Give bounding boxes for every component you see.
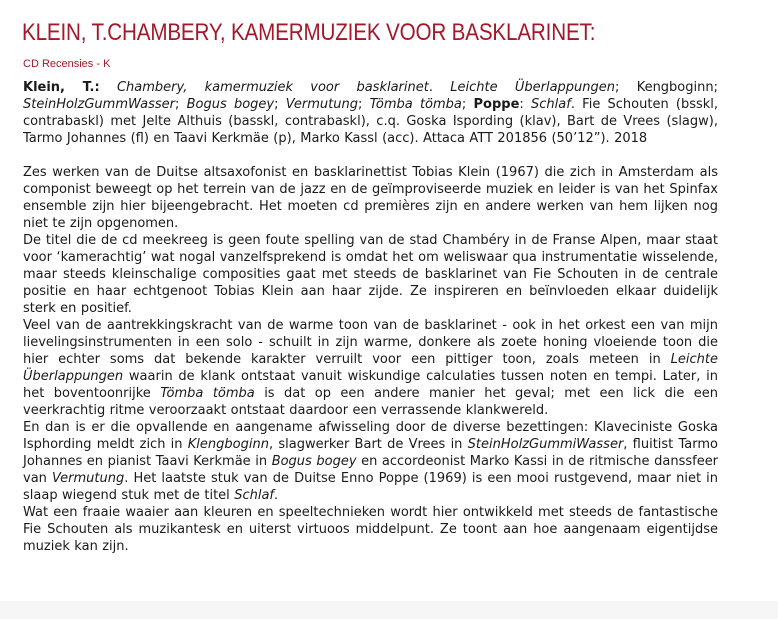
review-text: waarin de klank ontstaat vanuit wiskundige calculaties tussen noten en tempi. Later, in het boventoonrijke (23, 369, 718, 401)
review-text: . Het laatste stuk van de Duitse Enno Poppe (1969) is een mooi rustgevend, maar niet in slaap wiegend stuk met de titel (23, 471, 718, 503)
work-title: Schlaf (531, 97, 571, 112)
work-title: Klengboginn (187, 437, 269, 452)
work-title: Leichte Überlappungen (450, 80, 616, 95)
page-title: KLEIN, T.CHAMBERY, KAMERMUZIEK VOOR BASKLARINET: (22, 19, 596, 46)
review-paragraph (23, 419, 718, 504)
review-paragraph: Zes werken van de Duitse altsaxofonist en basklarinettist Tobias Klein (1967) die zich in Amsterdam als componist beweegt op het terrein van de jazz en de geïmproviseerde muziek en leider is van het Spinfax ensemble zijn hier bijeengebracht. Het moeten cd premières zijn en andere werken van hem lijken nog niet te zijn opgenomen. (23, 165, 718, 231)
review-text: , slagwerker Bart de Vrees in (268, 437, 463, 452)
credits-paragraph: Klein, T.: Chambery, kamermuziek voor basklarinet. Leichte Überlappungen; Kengboginn; SteinHolzGummWasser; Bogus bogey; Vermutung; Tömba tömba; Poppe: Schlaf. Fie Schouten (bsskl, contrabaskl) met Jelte Althuis (basskl, contrabaskl), c.q. Goska Ispording (klav), Bart de Vrees (slagw), Tarmo Johannes (fl) en Taavi Kerkmäe (p), Marko Kassl (acc). Attaca ATT 201856 (50’12”). 2018 (23, 80, 719, 146)
category-link[interactable]: CD Recensies - K (23, 58, 111, 70)
article-body (23, 79, 718, 555)
review-text: en accordeonist Marko Kassi in de ritmische danssfeer van (23, 454, 719, 486)
work-title: Bogus bogey (271, 454, 357, 469)
review-text: En dan is er die opvallende en aangename afwisseling door de diverse bezettingen: Klaveciniste Goska Isphording meldt zich in (23, 420, 718, 452)
review-text: , fluitist Tarmo Johannes en pianist Taavi Kerkmäe in (23, 437, 719, 469)
work-title: Bogus bogey (186, 97, 275, 112)
work-title: SteinHolzGummiWasser (467, 437, 624, 452)
work-title: Leichte Überlappungen (23, 352, 718, 384)
review-text: . (274, 488, 279, 503)
work-title: Vermutung (285, 97, 358, 112)
performers-text: Fie Schouten (bsskl, contrabaskl) met Jelte Althuis (basskl, contrabaskl), c.q. Goska Ispording (klav), Bart de Vrees (slagw), Tarmo Johannes (fl) en Taavi Kerkmäe (p), Marko Kassl (acc). Attaca ATT 201856 (50’12”). 2018 (23, 97, 719, 146)
work-title: Kengboginn (636, 80, 714, 95)
work-title: Vermutung (52, 471, 125, 486)
page-footer-strip (0, 601, 778, 619)
work-title: Tömba tömba (369, 97, 462, 112)
review-paragraph (23, 317, 718, 419)
review-text: is dat op een andere manier het geval; met een lick die een veerkrachtig ritme veroorzaakt ontstaat daardoor een verrassende klankwereld. (23, 386, 718, 418)
work-title: SteinHolzGummWasser (23, 97, 176, 112)
review-paragraph: Wat een fraaie waaier aan kleuren en speeltechnieken wordt hier ontwikkeld met steeds de fantastische Fie Schouten als muzikantesk en uiterst virtuoos middelpunt. Ze toont aan hoe aangenaam eigentijdse muziek kan zijn. (23, 505, 718, 554)
work-title: Chambery, kamermuziek voor basklarinet (116, 80, 429, 95)
composer-name: Poppe (473, 97, 520, 112)
work-title: Schlaf (234, 488, 275, 503)
work-title: Tömba tömba (160, 386, 255, 401)
review-paragraph: De titel die de cd meekreeg is geen foute spelling van de stad Chambéry in de Franse Alpen, maar staat voor ‘kamerachtig’ wat nogal vanzelfsprekend is omdat het om weliswaar qua instrumentatie wisselende, maar steeds kleinschalige composities gaat met steeds de basklarinet van Fie Schouten in de centrale positie en haar echtgenoot Tobias Klein aan haar zijde. Ze inspireren en beïnvloeden elkaar duidelijk sterk en positief. (23, 233, 718, 316)
composer-name: Klein, T.: (23, 80, 100, 95)
review-text: Veel van de aantrekkingskracht van de warme toon van de basklarinet - ook in het orkest een van mijn lievelingsinstrumenten in een solo - schuilt in zijn warme, donkere als zoete honing vloeiende toon die hier echter soms dat bekende karakter verruilt voor een pittiger toon, zoals meteen in (23, 318, 718, 367)
